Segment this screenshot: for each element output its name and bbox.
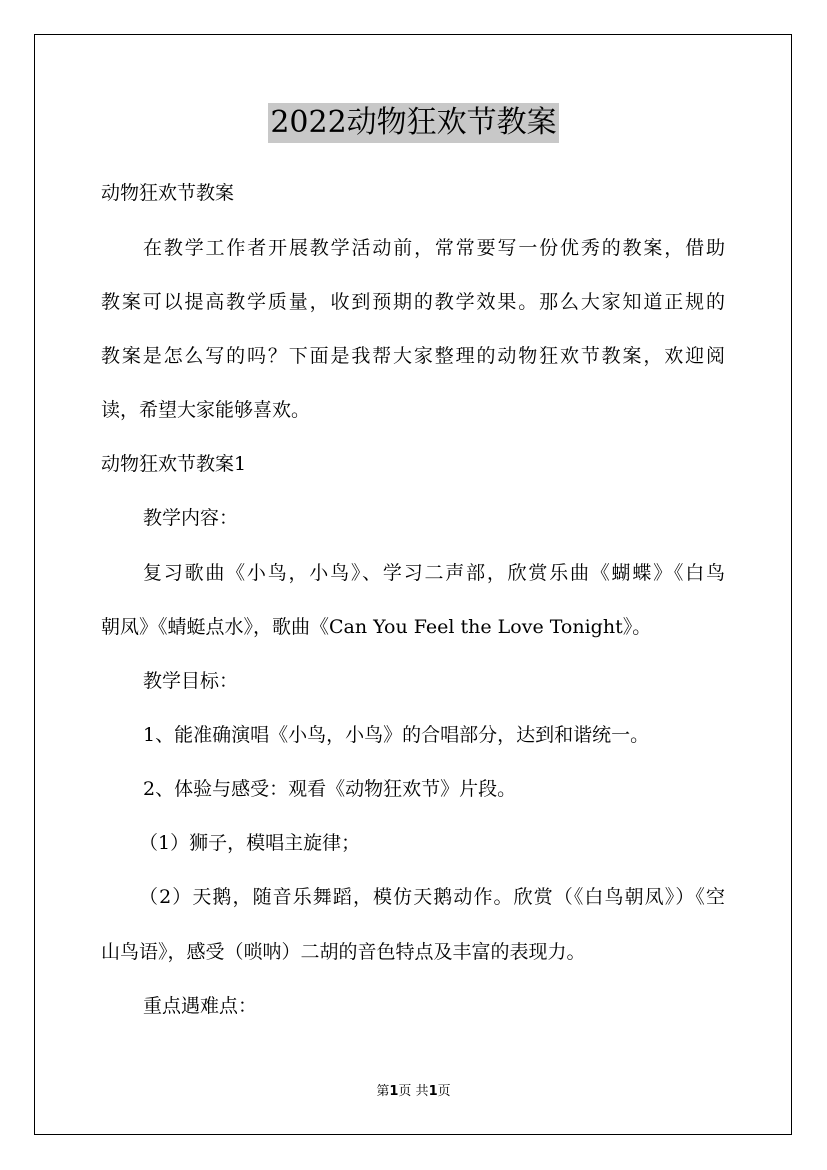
footer-suffix: 页 — [437, 1084, 451, 1099]
document-title: 2022动物狂欢节教案 — [268, 103, 558, 143]
footer-mid: 页 共 — [398, 1084, 429, 1099]
paragraph-line: 教学目标： — [143, 670, 239, 692]
paragraph-line: 教学内容： — [143, 507, 239, 529]
footer-page-total: 1 — [428, 1084, 438, 1099]
title-container — [0, 103, 827, 143]
paragraph-line: 教案是怎么写的吗？下面是我帮大家整理的动物狂欢节教案，欢迎阅 — [101, 345, 725, 367]
footer-page-number: 1 — [389, 1084, 399, 1099]
paragraph-line: 山鸟语》，感受（唢呐）二胡的音色特点及丰富的表现力。 — [101, 941, 586, 963]
paragraph-line: 教案可以提高教学质量，收到预期的教学效果。那么大家知道正规的 — [101, 291, 725, 313]
page-footer — [0, 1084, 827, 1100]
paragraph-line: （2）天鹅，随音乐舞蹈，模仿天鹅动作。欣赏（《白鸟朝凤》）《空 — [139, 886, 725, 908]
paragraph-line: 复习歌曲《小鸟，小鸟》、学习二声部，欣赏乐曲《蝴蝶》《白鸟 — [143, 562, 725, 584]
section-heading: 动物狂欢节教案1 — [101, 453, 247, 475]
paragraph-line: 朝凤》《蜻蜓点水》，歌曲《Can You Feel the Love Tonight》。 — [101, 616, 652, 638]
footer-prefix: 第 — [376, 1084, 390, 1099]
paragraph-line: 重点遇难点： — [143, 995, 258, 1017]
paragraph-line: 1、能准确演唱《小鸟，小鸟》的合唱部分，达到和谐统一。 — [143, 724, 650, 746]
section-heading: 动物狂欢节教案 — [101, 182, 235, 204]
paragraph-line: 读，希望大家能够喜欢。 — [101, 399, 311, 421]
paragraph-line: （1）狮子，模唱主旋律； — [139, 832, 361, 854]
paragraph-line: 在教学工作者开展教学活动前，常常要写一份优秀的教案，借助 — [143, 237, 725, 259]
paragraph-line: 2、体验与感受：观看《动物狂欢节》片段。 — [143, 778, 517, 800]
